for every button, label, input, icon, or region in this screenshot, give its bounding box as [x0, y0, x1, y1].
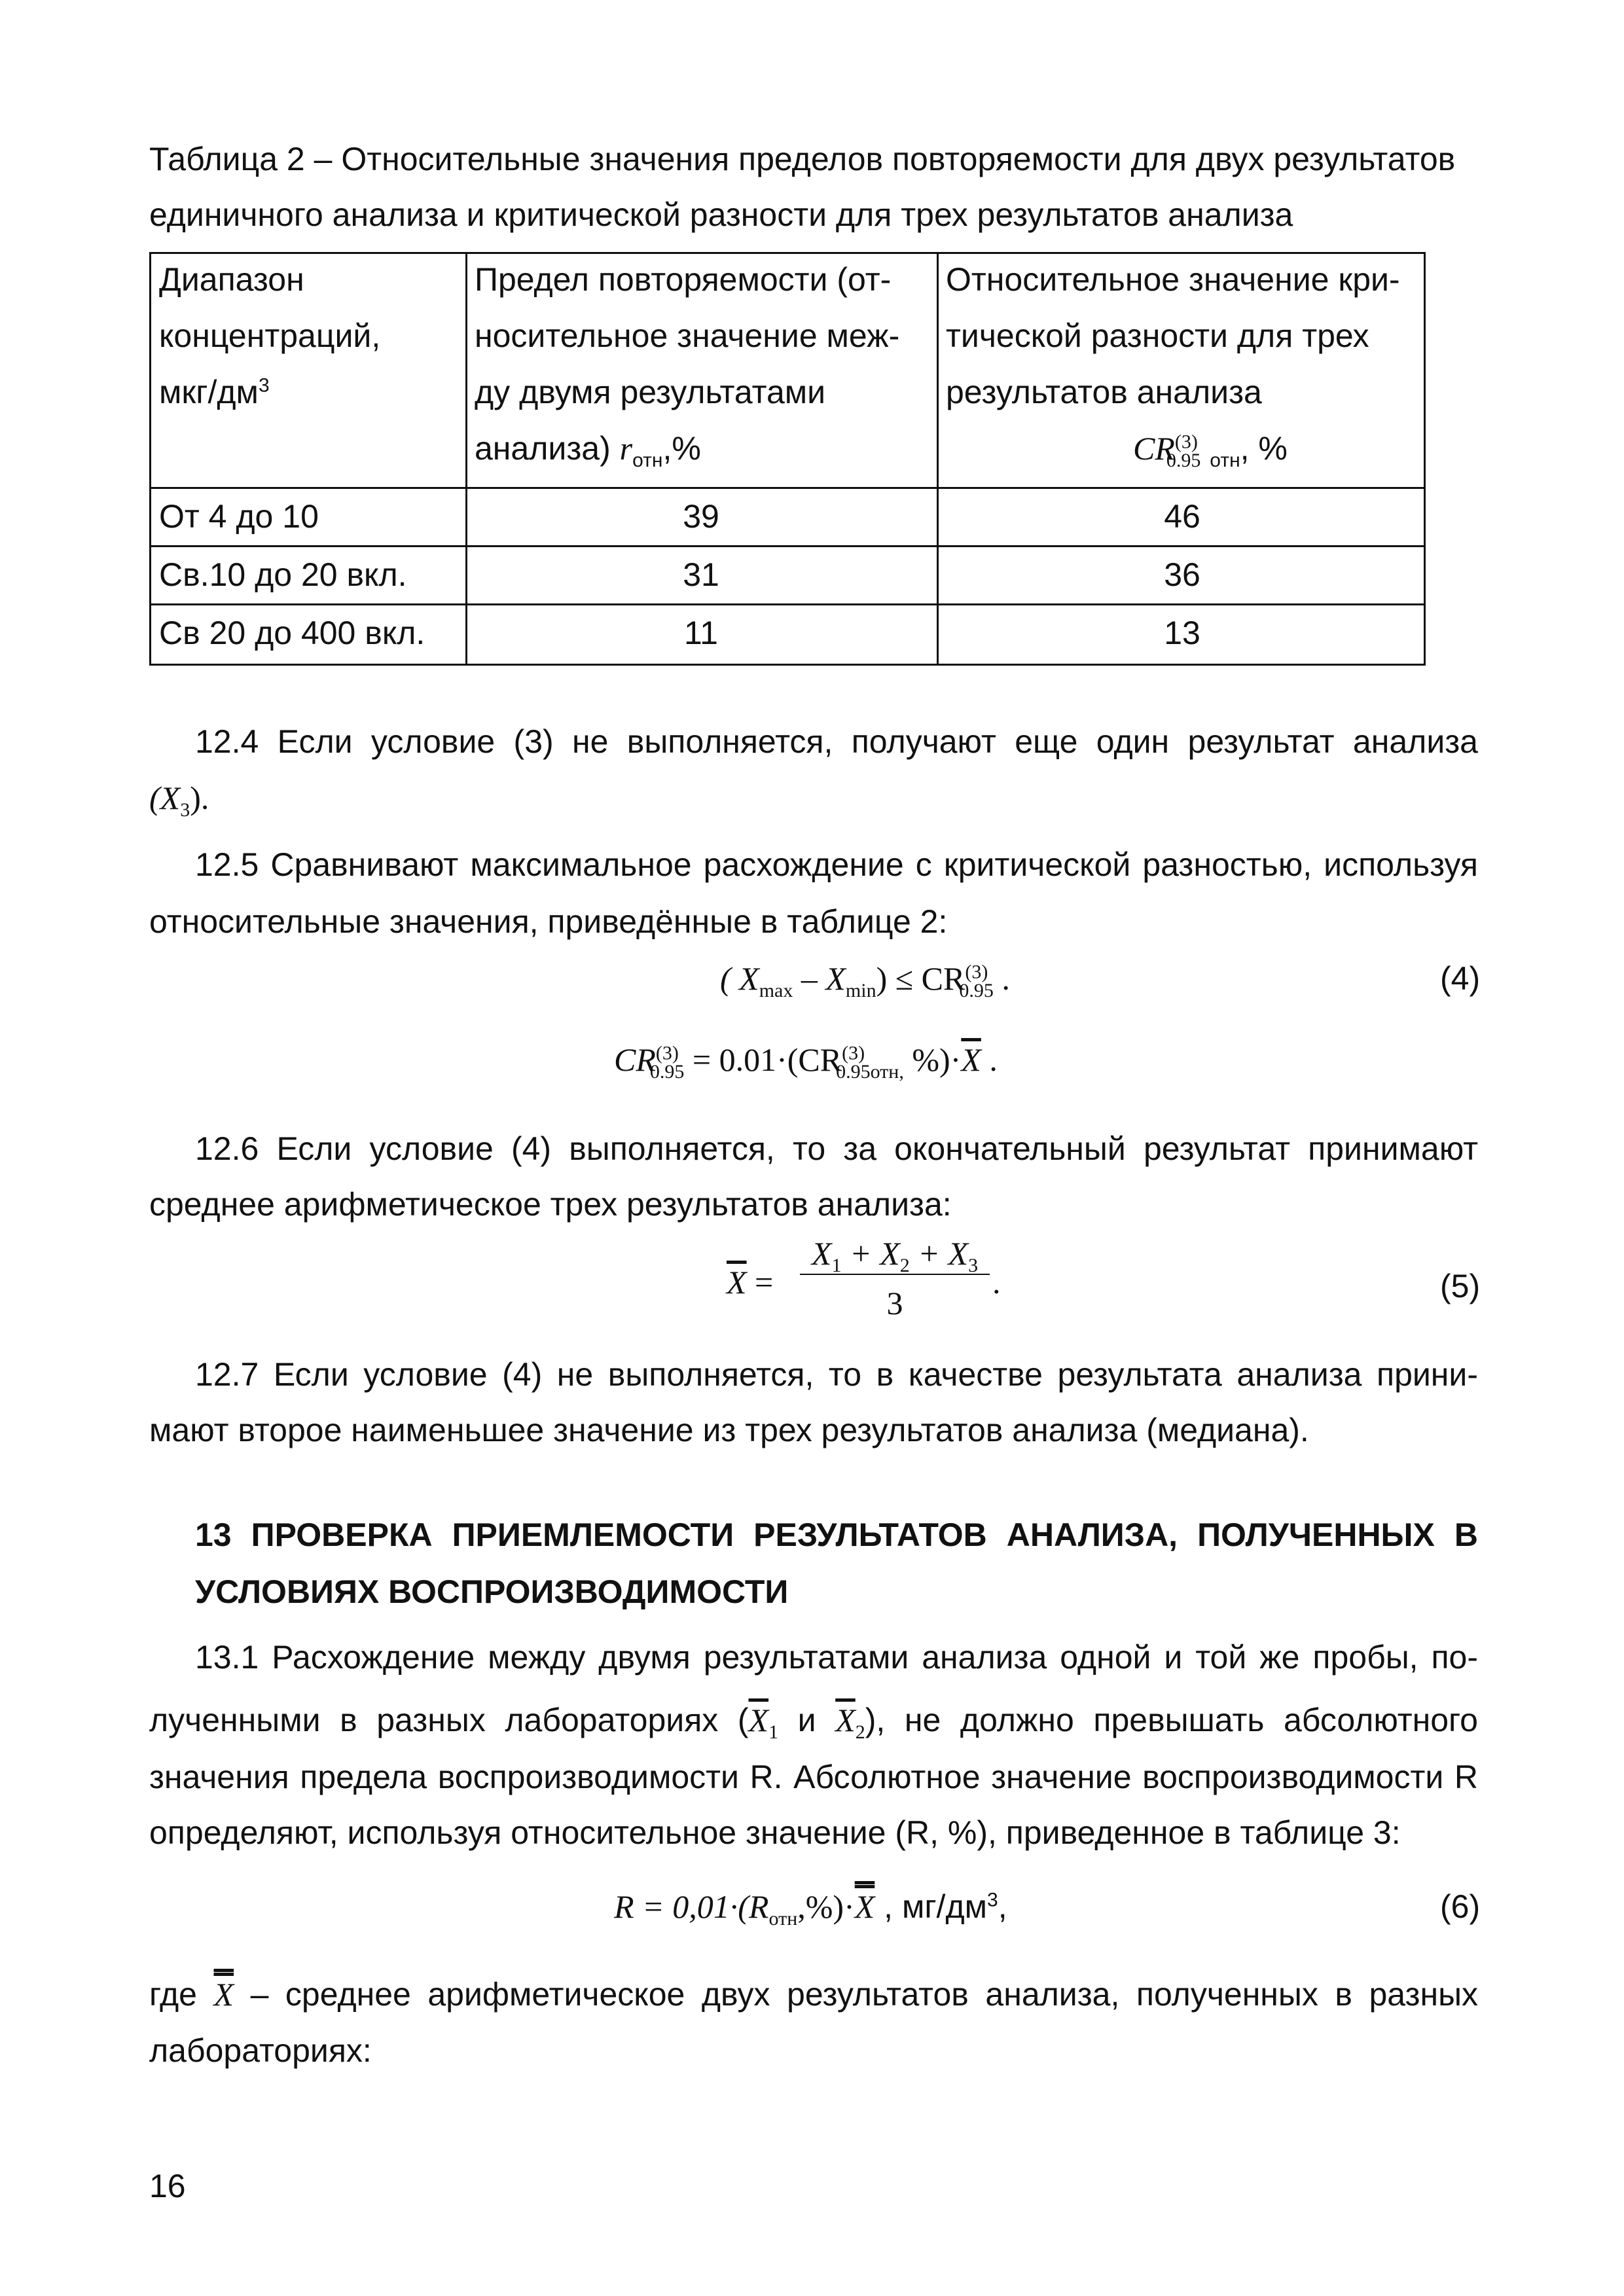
- row2-cr: 36: [1164, 556, 1200, 593]
- equation-4: ( $X_{max} - X_{min}) \le CR^{(3)}_{0.95}$ .: [720, 960, 1010, 1001]
- paragraph-12-6-line1: 12.6 Если условие (4) выполняется, то за окончательный результат принимают: [195, 1130, 1478, 1167]
- equation-4b: $CR^{(3)}_{0.95} = 0.01\cdot(CR^{(3)}_{0.95отн,}$ $\%)\cdot\overline{X}$ .: [614, 1041, 998, 1083]
- equation-4-number: (4): [1440, 960, 1481, 997]
- paragraph-12-5-line2: относительные значения, приведённые в таблице 2:: [149, 903, 948, 940]
- section-13-heading-line1: 13 ПРОВЕРКА ПРИЕМЛЕМОСТИ РЕЗУЛЬТАТОВ АНАЛИЗА, ПОЛУЧЕННЫХ В: [195, 1516, 1478, 1553]
- row2-range: Св.10 до 20 вкл.: [159, 556, 407, 593]
- header-col1-line1: Диапазон: [159, 261, 304, 298]
- equation-5-numerator: $X_1 + X_2 + X_3$: [800, 1237, 990, 1275]
- section-13-heading-line2: УСЛОВИЯХ ВОСПРОИЗВОДИМОСТИ: [195, 1573, 789, 1610]
- header-col1-line2: концентраций,: [159, 317, 381, 354]
- table-divider: [465, 254, 467, 664]
- equation-5-number: (5): [1440, 1268, 1481, 1304]
- row1-cr: 46: [1164, 498, 1200, 535]
- table-divider: [151, 603, 1424, 605]
- paragraph-12-5-line1: 12.5 Сравнивают максимальное расхождение с критической разностью, используя: [195, 846, 1478, 883]
- concentration-table: [149, 252, 1426, 666]
- table-caption-line2: единичного анализа и критической разности для трех результатов анализа: [149, 196, 1293, 233]
- header-col3-line3: результатов анализа: [946, 374, 1262, 410]
- row1-r: 39: [683, 498, 719, 535]
- equation-5-denominator: 3: [886, 1285, 903, 1321]
- row3-range: Св 20 до 400 вкл.: [159, 615, 425, 651]
- table-divider: [151, 545, 1424, 547]
- where-line1: где X – среднее арифметическое двух результатов анализа, полученных в разных: [149, 1976, 1479, 2013]
- paragraph-13-1-line4: определяют, используя относительное значение (R, %), приведенное в таблице 3:: [149, 1814, 1401, 1851]
- page-number: 16: [149, 2168, 186, 2204]
- paragraph-12-7-line1: 12.7 Если условие (4) не выполняется, то в качестве результата анализа прини-: [195, 1356, 1478, 1393]
- header-col3-line4: $CR^{(3)}_{0.95}$ $_{отн}$, %: [1133, 430, 1288, 471]
- paragraph-12-4-line1: 12.4 Если условие (3) не выполняется, получают еще один результат анализа: [195, 723, 1478, 760]
- table-divider: [937, 254, 939, 664]
- paragraph-13-1-line1: 13.1 Расхождение между двумя результатами анализа одной и той же пробы, по-: [195, 1639, 1478, 1676]
- header-col2-line4: анализа) $r_{отн},\%$: [475, 430, 701, 471]
- paragraph-12-6-line2: среднее арифметическое трех результатов анализа:: [149, 1186, 952, 1223]
- row3-cr: 13: [1164, 615, 1200, 651]
- paragraph-13-1-line2: лученными в разных лабораториях ($\overline{X}_1$ и $\overline{X}_2$), не должно превышать абсолютного: [149, 1702, 1478, 1743]
- table-divider: [151, 487, 1424, 489]
- row2-r: 31: [683, 556, 719, 593]
- equation-6: $R = 0,01\cdot(R_{отн},\%)\cdot X$ , $мг/дм^3$,: [614, 1888, 1007, 1929]
- paragraph-12-7-line2: мают второе наименьшее значение из трех результатов анализа (медиана).: [149, 1412, 1309, 1448]
- header-col3-line2: тической разности для трех: [946, 317, 1369, 354]
- row1-range: От 4 до 10: [159, 498, 319, 535]
- row3-r: 11: [684, 615, 718, 651]
- header-col2-line1: Предел повторяемости (от-: [475, 261, 892, 298]
- equation-5-lhs: $\overline{X}$ =: [727, 1264, 774, 1300]
- header-col1-line3: мкг/$дм^3$: [159, 374, 270, 410]
- table-caption-line1: Таблица 2 – Относительные значения пределов повторяемости для двух результатов: [149, 141, 1456, 177]
- equation-6-number: (6): [1440, 1888, 1481, 1925]
- header-col2-line3: ду двумя результатами: [475, 374, 826, 410]
- equation-5-period: .: [992, 1264, 1001, 1300]
- header-col2-line2: носительное значение меж-: [475, 317, 900, 354]
- where-line2: лабораториях:: [149, 2032, 372, 2069]
- paragraph-13-1-line3: значения предела воспроизводимости R. Абсолютное значение воспроизводимости R: [149, 1759, 1478, 1795]
- paragraph-12-4-line2: $(X_3)$.: [149, 780, 209, 821]
- header-col3-line1: Относительное значение кри-: [946, 261, 1400, 298]
